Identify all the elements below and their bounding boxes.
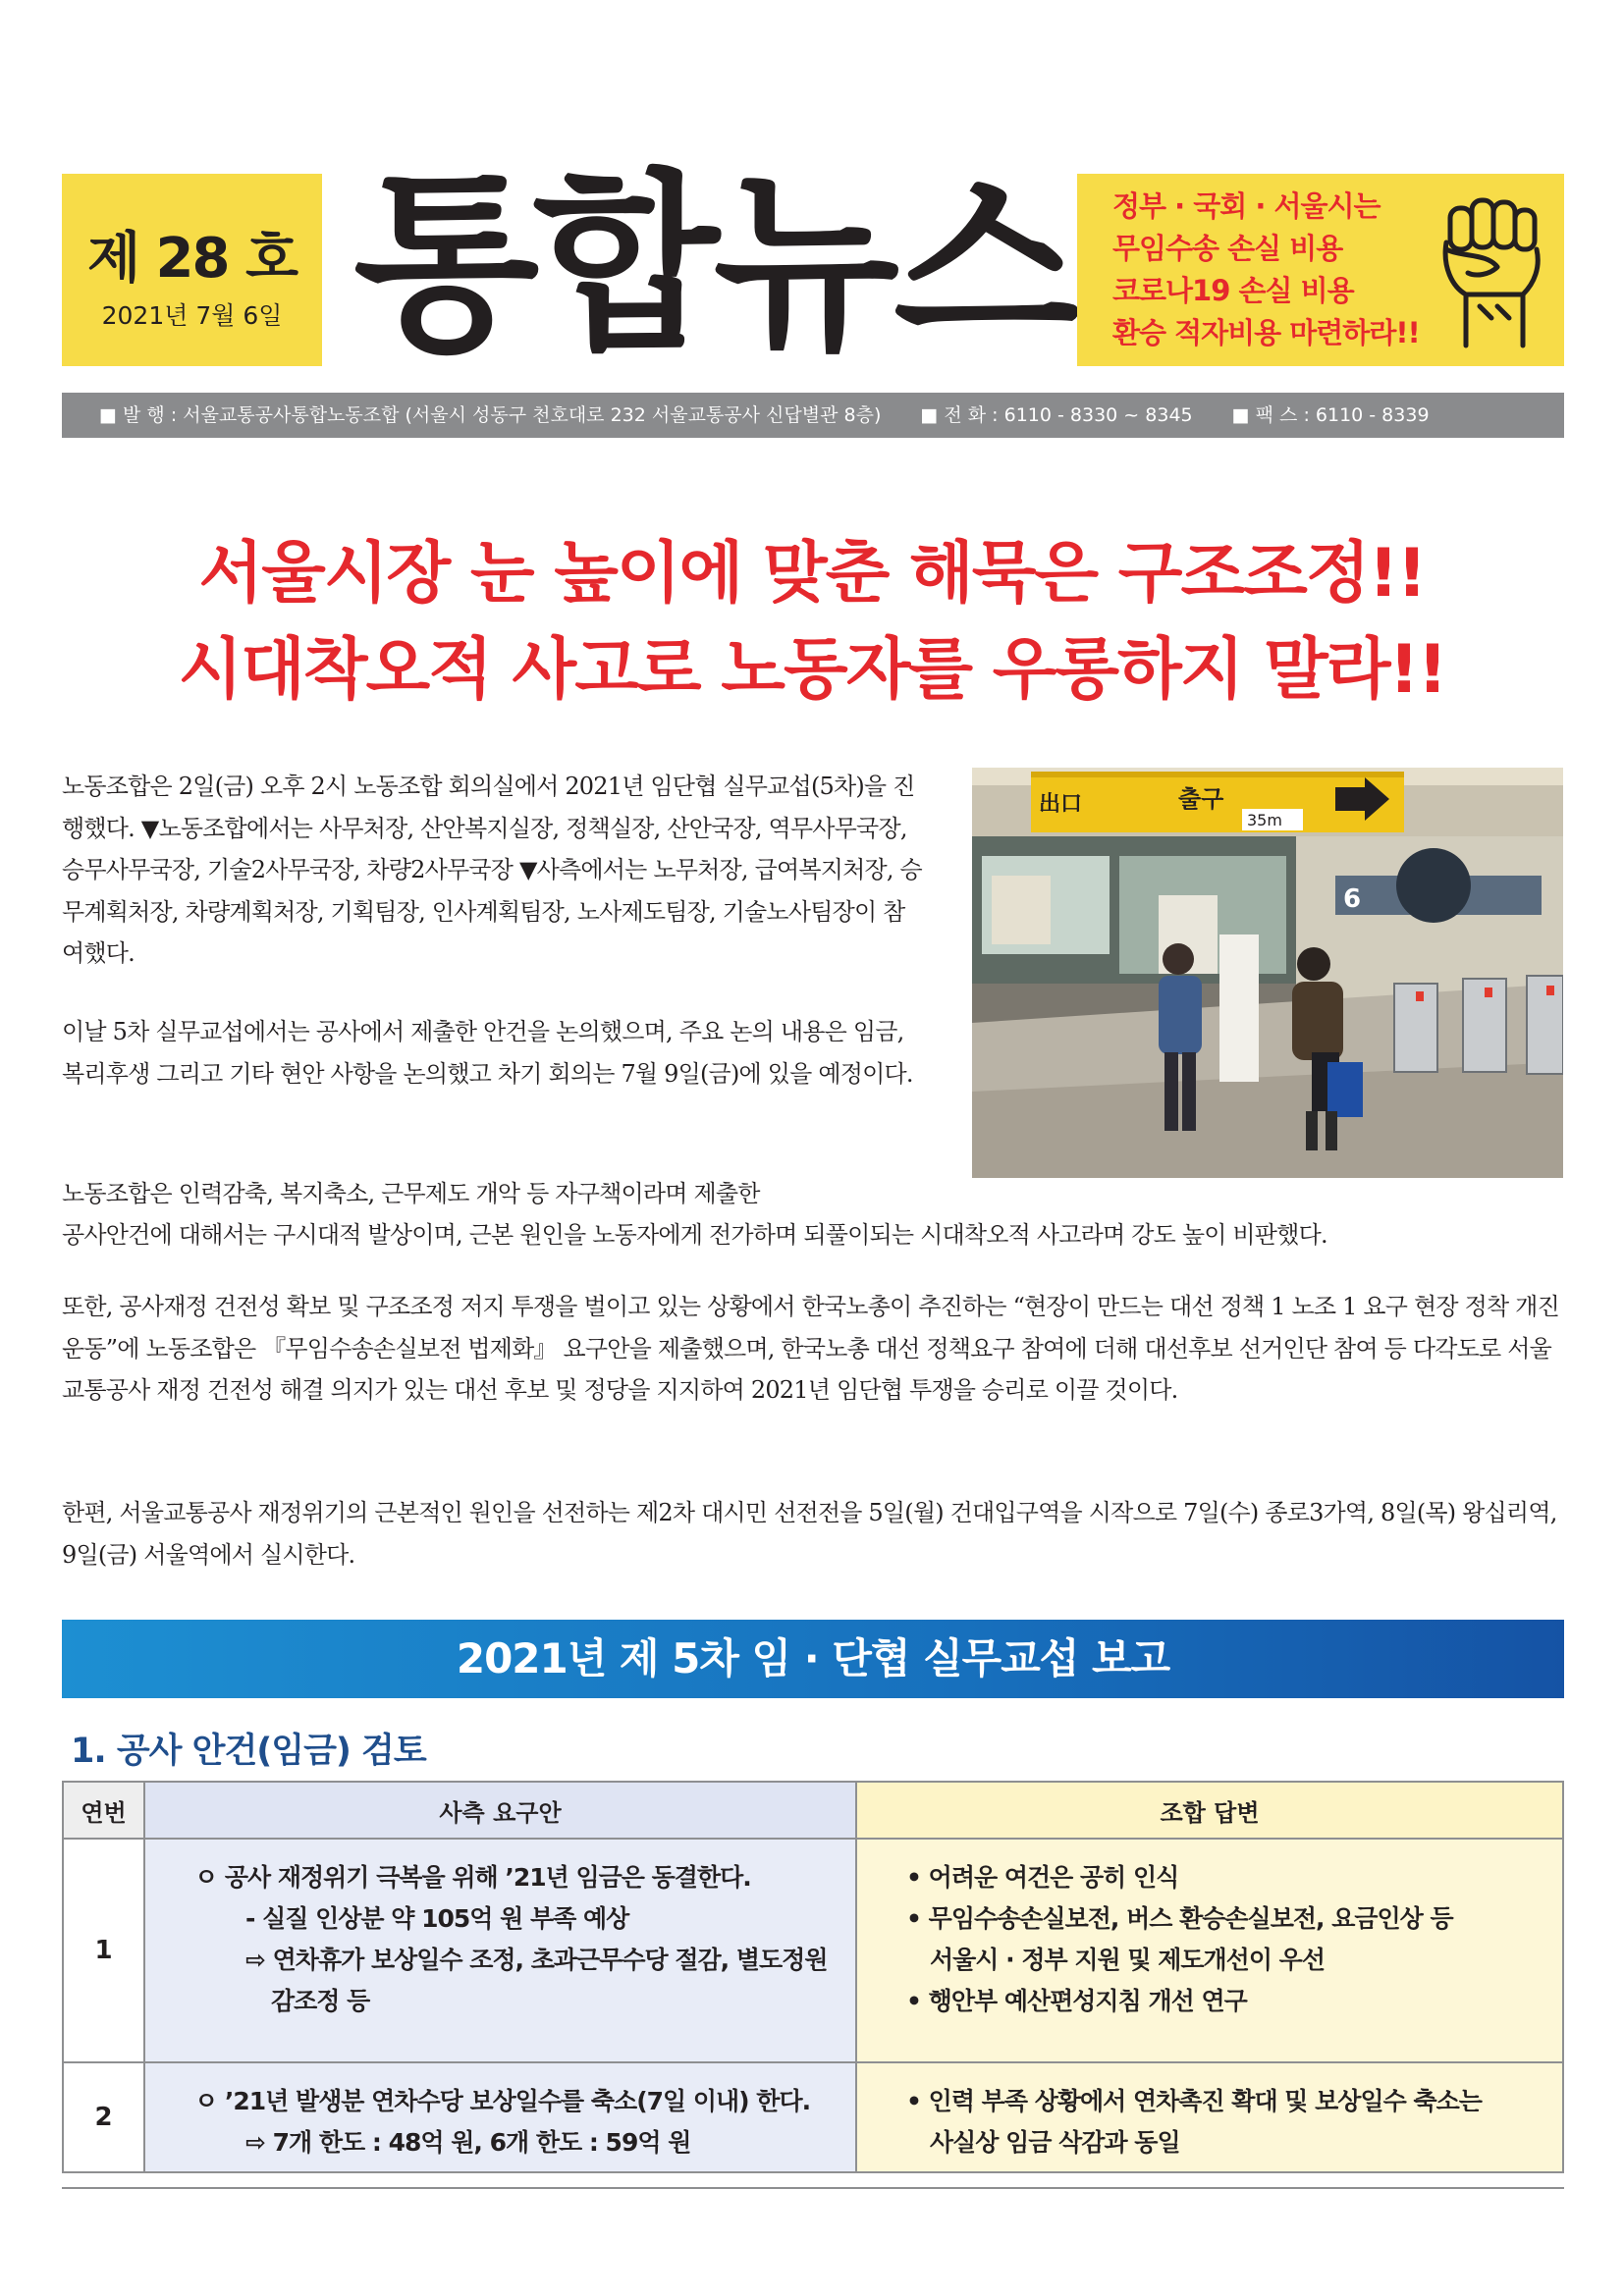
- issue-number: 제 28 호: [86, 227, 298, 291]
- issue-date: 2021년 7월 6일: [101, 301, 283, 330]
- article-paragraph-5: 한편, 서울교통공사 재정위기의 근본적인 원인을 선전하는 제2차 대시민 선전전을 5일(월) 건대입구역을 시작으로 7일(수) 종로3가역, 8일(목) 왕십리역, 9일(금) 서울역에서 실시한다.: [62, 1499, 1557, 1569]
- subway-station-photo: [972, 768, 1563, 1178]
- exit-sign-sub: 出口: [1039, 792, 1083, 817]
- management-proposal: [144, 2062, 856, 2172]
- response-line: • 행안부 예산편성지침 개선 연구: [906, 1987, 1247, 2015]
- bottom-divider: [62, 2187, 1564, 2189]
- proposal-line: ㅇ 공사 재정위기 극복을 위해 ’21년 임금은 동결한다.: [194, 1863, 751, 1892]
- raised-fist-icon: [1433, 188, 1550, 350]
- column-header-number: 연번: [63, 1782, 144, 1839]
- article-paragraph-3-line-1: 노동조합은 인력감축, 복지축소, 근무제도 개악 등 자구책이라며 제출한: [62, 1180, 760, 1207]
- proposal-line: ⇨ 7개 한도 : 48억 원, 6개 한도 : 59억 원: [245, 2128, 691, 2157]
- exit-sign-distance: 35m: [1247, 811, 1282, 829]
- exit-sign-label: 출구: [1178, 785, 1224, 813]
- headline-line-2: 시대착오적 사고로 노동자를 우롱하지 말라!!: [178, 631, 1446, 709]
- proposal-line: ㅇ ’21년 발생분 연차수당 보상일수를 축소(7일 이내) 한다.: [194, 2087, 811, 2115]
- proposal-line: - 실질 인상분 약 105억 원 부족 예상: [245, 1904, 629, 1933]
- proposal-line: 감조정 등: [271, 1987, 370, 2015]
- photo-illustration: [972, 768, 1563, 1178]
- slogan-box: [1077, 174, 1564, 366]
- slogan-line: 환승 적자비용 마련하라!!: [1112, 316, 1420, 349]
- slogan-line: 코로나19 손실 비용: [1112, 274, 1354, 307]
- article-paragraph-3-line-2: 공사안건에 대해서는 구시대적 발상이며, 근본 원인을 노동자에게 전가하며 되풀이되는 시대착오적 사고라며 강도 높이 비판했다.: [62, 1221, 1327, 1249]
- gate-number-sign: 6: [1343, 884, 1362, 914]
- phone-info: ■ 전 화 : 6110 - 8330 ~ 8345: [920, 404, 1193, 426]
- article-paragraph-2: 이날 5차 실무교섭에서는 공사에서 제출한 안건을 논의했으며, 주요 논의 내용은 임금, 복리후생 그리고 기타 현안 사항을 논의했고 차기 회의는 7월 9일(금)에 있을 예정이다.: [62, 1018, 913, 1088]
- slogan-text: [1112, 186, 1446, 354]
- section-subheading: 1. 공사 안건(임금) 검토: [71, 1732, 426, 1771]
- management-proposal: [144, 1839, 856, 2062]
- fax-info: ■ 팩 스 : 6110 - 8339: [1231, 404, 1430, 426]
- article-paragraph-4: 또한, 공사재정 건전성 확보 및 구조조정 저지 투쟁을 벌이고 있는 상황에서 한국노총이 추진하는 “현장이 만드는 대선 정책 1 노조 1 요구 현장 정착 개진 운동”에 노동조합은 『무임수송손실보전 법제화』 요구안을 제출했으며, 한국노총 대선 정책요구 참여에 더해 대선후보 선거인단 참여 등 다각도로 서울교통공사 재정 건전성 해결 의지가 있는 대선 후보 및 정당을 지지하여 2021년 임단협 투쟁을 승리로 이끌 것이다.: [62, 1293, 1559, 1404]
- row-number: 2: [63, 2062, 144, 2172]
- negotiation-report-table: [62, 1781, 1564, 2173]
- union-response: [856, 1839, 1563, 2062]
- union-response: [856, 2062, 1563, 2172]
- table-header-row: [63, 1782, 1563, 1839]
- response-line: 사실상 임금 삭감과 동일: [930, 2128, 1180, 2157]
- column-header-management: 사측 요구안: [144, 1782, 856, 1839]
- slogan-line: 정부 · 국회 · 서울시는: [1112, 189, 1380, 223]
- column-header-union: 조합 답변: [856, 1782, 1563, 1839]
- response-line: 서울시 · 정부 지원 및 제도개선이 우선: [930, 1946, 1325, 1974]
- table-row: [63, 1839, 1563, 2062]
- proposal-line: ⇨ 연차휴가 보상일수 조정, 초과근무수당 절감, 별도정원: [245, 1946, 828, 1974]
- article-paragraph-1: 노동조합은 2일(금) 오후 2시 노동조합 회의실에서 2021년 임단협 실무교섭(5차)을 진행했다. ▼노동조합에서는 사무처장, 산안복지실장, 정책실장, 산안국장, 역무사무국장, 승무사무국장, 기술2사무국장, 차량2사무국장 ▼사측에서는 노무처장, 급여복지처장, 승무계획처장, 차량계획처장, 기획팀장, 인사계획팀장, 노사제도팀장, 기술노사팀장이 참여했다.: [62, 773, 922, 967]
- response-line: • 인력 부족 상황에서 연차촉진 확대 및 보상일수 축소는: [906, 2087, 1482, 2115]
- row-number: 1: [63, 1839, 144, 2062]
- publisher-info: ■ 발 행 : 서울교통공사통합노동조합 (서울시 성동구 천호대로 232 서울교통공사 신답별관 8층): [99, 404, 882, 426]
- newsletter-title: 통합뉴스: [353, 153, 1074, 377]
- headline-line-1: 서울시장 눈 높이에 맞춘 해묵은 구조조정!!: [198, 535, 1426, 613]
- response-line: • 무임수송손실보전, 버스 환승손실보전, 요금인상 등: [906, 1904, 1453, 1933]
- issue-box: [62, 174, 322, 366]
- publisher-info-bar: [62, 393, 1564, 438]
- table-row: [63, 2062, 1563, 2172]
- section-banner: 2021년 제 5차 임 · 단협 실무교섭 보고: [62, 1620, 1564, 1698]
- slogan-line: 무임수송 손실 비용: [1112, 232, 1343, 265]
- response-line: • 어려운 여건은 공히 인식: [906, 1863, 1179, 1892]
